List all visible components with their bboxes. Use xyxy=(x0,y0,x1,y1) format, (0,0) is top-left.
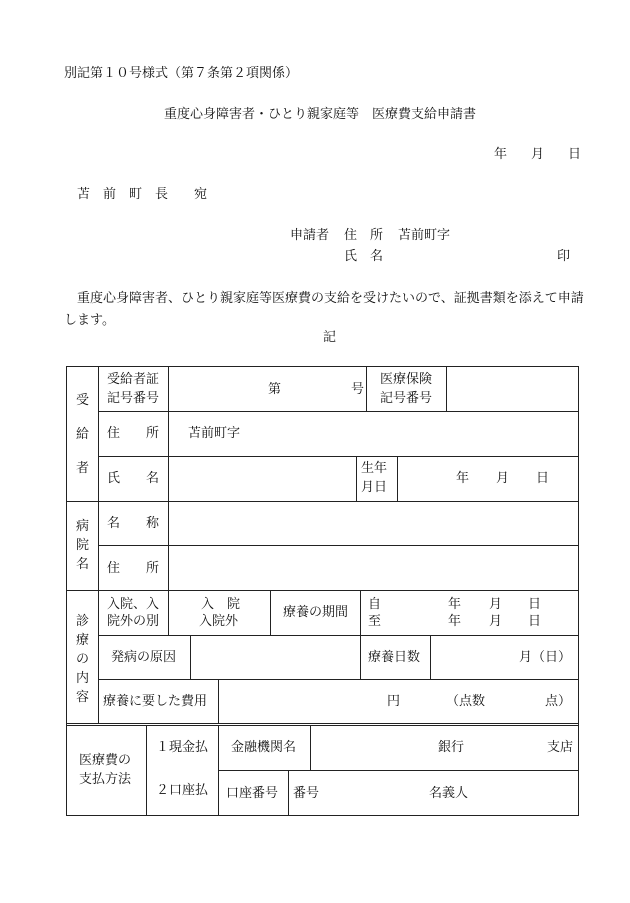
hospital-address-label: 住 所 xyxy=(107,561,160,576)
applicant-name-label: 氏 名 xyxy=(344,249,384,264)
cert-dai: 第 xyxy=(268,382,282,397)
applicant-address-value: 苫前町字 xyxy=(398,228,451,243)
insurance-label-2: 記号番号 xyxy=(380,391,433,406)
date-year: 年 xyxy=(494,147,508,162)
birth-day: 日 xyxy=(536,471,550,486)
recipient-address-label: 住 所 xyxy=(107,426,160,441)
branch-unit: 支店 xyxy=(547,740,574,755)
payment-label-2: 支払方法 xyxy=(79,772,132,787)
birth-year: 年 xyxy=(456,471,470,486)
applicant-address-label: 住 所 xyxy=(344,228,384,243)
treatment-label-1: 診 xyxy=(76,614,90,629)
account-label: 口座番号 xyxy=(226,786,279,801)
form-id: 別記第１０号様式（第７条第２項関係） xyxy=(64,66,299,81)
date-month: 月 xyxy=(531,147,545,162)
points-close: 点） xyxy=(545,694,572,709)
hospital-label-1: 病 xyxy=(76,519,90,534)
period-label: 療養の期間 xyxy=(283,605,349,620)
cert-label-1: 受給者証 xyxy=(107,372,160,387)
date-day: 日 xyxy=(568,147,582,162)
ki-mark: 記 xyxy=(323,330,337,345)
period-to-month: 月 xyxy=(489,614,503,629)
hospital-label-2: 院 xyxy=(76,538,90,553)
period-from: 自 xyxy=(368,597,382,612)
days-label: 療養日数 xyxy=(368,650,421,665)
bank-label: 金融機関名 xyxy=(231,740,297,755)
account-holder-label: 名義人 xyxy=(429,786,469,801)
period-from-year: 年 xyxy=(448,597,462,612)
period-from-day: 日 xyxy=(528,597,542,612)
cert-label-2: 記号番号 xyxy=(107,391,160,406)
applicant-label: 申請者 xyxy=(290,228,330,243)
body-text: 重度心身障害者、ひとり親家庭等医療費の支給を受けたいので、証拠書類を添えて申請します。 xyxy=(64,291,584,328)
period-to-year: 年 xyxy=(448,614,462,629)
recipient-label-2: 給 xyxy=(76,427,90,442)
recipient-name-label: 氏 名 xyxy=(107,471,160,486)
period-to-day: 日 xyxy=(528,614,542,629)
bank-unit: 銀行 xyxy=(438,740,465,755)
days-unit: 月（日） xyxy=(519,650,572,665)
treatment-label-4: 内 xyxy=(76,671,90,686)
payment-label-1: 医療費の xyxy=(79,753,132,768)
treatment-label-5: 容 xyxy=(76,690,90,705)
inpatient-option: 入 院 xyxy=(201,597,241,612)
period-to: 至 xyxy=(368,614,382,629)
points-open: （点数 xyxy=(446,694,486,709)
cost-label: 療養に要した費用 xyxy=(103,694,208,709)
transfer-option: ２口座払 xyxy=(156,783,209,798)
in-out-label-2: 院外の別 xyxy=(107,614,160,629)
cash-option: １現金払 xyxy=(156,740,209,755)
seal-mark: 印 xyxy=(557,249,571,264)
birth-label-1: 生年 xyxy=(361,461,388,476)
account-number-label: 番号 xyxy=(293,786,320,801)
page-title: 重度心身障害者・ひとり親家庭等 医療費支給申請書 xyxy=(164,107,477,122)
in-out-label-1: 入院、入 xyxy=(107,597,160,612)
birth-month: 月 xyxy=(496,471,510,486)
cert-gou: 号 xyxy=(351,382,365,397)
addressee: 苫 前 町 長 宛 xyxy=(77,187,208,202)
recipient-label-1: 受 xyxy=(76,393,90,408)
treatment-label-3: の xyxy=(76,652,90,667)
recipient-label-3: 者 xyxy=(76,461,90,476)
period-from-month: 月 xyxy=(489,597,503,612)
treatment-label-2: 療 xyxy=(76,633,90,648)
hospital-label-3: 名 xyxy=(76,557,90,572)
cause-label: 発病の原因 xyxy=(111,650,177,665)
cost-yen: 円 xyxy=(387,694,401,709)
insurance-label-1: 医療保険 xyxy=(380,372,433,387)
birth-label-2: 月日 xyxy=(361,480,388,495)
hospital-name-label: 名 称 xyxy=(107,516,160,531)
recipient-address-value: 苫前町字 xyxy=(188,426,241,441)
outpatient-option: 入院外 xyxy=(199,614,239,629)
